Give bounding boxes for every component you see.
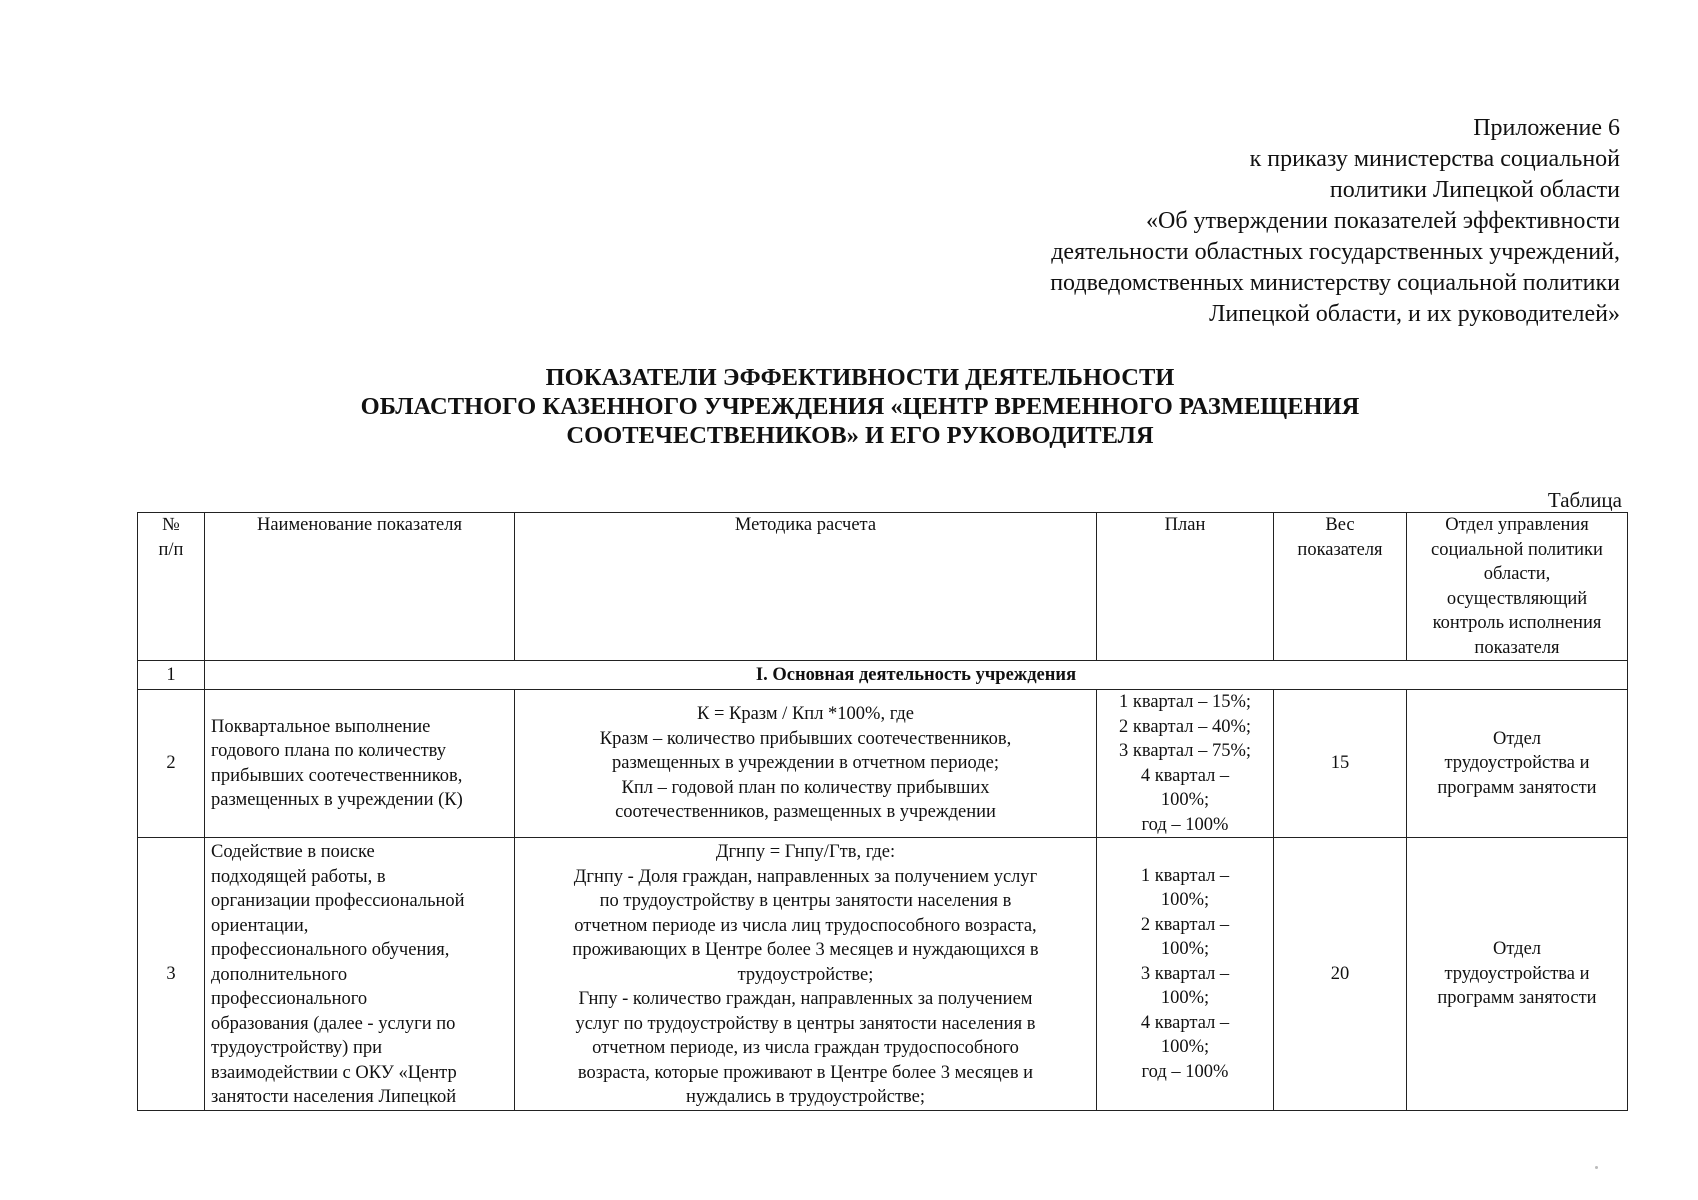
table-caption: Таблица (1547, 488, 1622, 512)
row-num: 2 (138, 690, 205, 838)
appendix-line: политики Липецкой области (1329, 177, 1620, 203)
row-weight: 20 (1274, 838, 1407, 1111)
header-num: № п/п (138, 513, 205, 661)
appendix-line: деятельности областных государственных учреждений, (1051, 239, 1620, 265)
appendix-line: Приложение 6 (1473, 115, 1620, 141)
section-title: I. Основная деятельность учреждения (205, 661, 1628, 690)
section-row (138, 661, 1628, 690)
row-name: Поквартальное выполнение годового плана по количеству прибывших соотечественников, размещенных в учреждении (К) (205, 690, 515, 838)
document-title (140, 363, 1580, 450)
title-line: СООТЕЧЕСТВЕНИКОВ» И ЕГО РУКОВОДИТЕЛЯ (566, 422, 1154, 449)
title-line: ПОКАЗАТЕЛИ ЭФФЕКТИВНОСТИ ДЕЯТЕЛЬНОСТИ (545, 364, 1175, 391)
indicators-table (137, 512, 1628, 1111)
row-plan: 1 квартал – 100%; 2 квартал – 100%; 3 квартал – 100%; 4 квартал – 100%; год – 100% (1097, 838, 1274, 1111)
appendix-line: «Об утверждении показателей эффективности (1146, 208, 1620, 234)
table-row (138, 838, 1628, 1111)
scan-speck (1595, 1166, 1598, 1169)
header-dept: Отдел управления социальной политики области, осуществляющий контроль исполнения показателя (1407, 513, 1628, 661)
row-plan: 1 квартал – 15%; 2 квартал – 40%; 3 квартал – 75%; 4 квартал – 100%; год – 100% (1097, 690, 1274, 838)
row-weight: 15 (1274, 690, 1407, 838)
row-dept: Отдел трудоустройства и программ занятости (1407, 690, 1628, 838)
appendix-line: Липецкой области, и их руководителей» (1209, 301, 1620, 327)
header-method: Методика расчета (515, 513, 1097, 661)
section-num: 1 (138, 661, 205, 690)
row-method: Дгнпу = Гнпу/Гтв, где: Дгнпу - Доля граждан, направленных за получением услуг по трудоустройству в центры занятости населения в отчетном периоде из числа лиц трудоспособного возраста, проживающих в Центре более 3 месяцев и нуждающихся в трудоустройстве; Гнпу - количество граждан, направленных за получением услуг по трудоустройству в центры занятости населения в отчетном периоде, из числа граждан трудоспособного возраста, которые проживают в Центре более 3 месяцев и нуждались в трудоустройстве; (515, 838, 1097, 1111)
appendix-line: к приказу министерства социальной (1249, 146, 1620, 172)
appendix-line: подведомственных министерству социальной политики (1050, 270, 1620, 296)
header-name: Наименование показателя (205, 513, 515, 661)
table-row (138, 690, 1628, 838)
row-name: Содействие в поиске подходящей работы, в организации профессиональной ориентации, профессионального обучения, дополнительного профессионального образования (далее - услуги по трудоустройству) при взаимодействии с ОКУ «Центр занятости населения Липецкой (205, 838, 515, 1111)
row-dept: Отдел трудоустройства и программ занятости (1407, 838, 1628, 1111)
row-num: 3 (138, 838, 205, 1111)
title-line: ОБЛАСТНОГО КАЗЕННОГО УЧРЕЖДЕНИЯ «ЦЕНТР ВРЕМЕННОГО РАЗМЕЩЕНИЯ (360, 393, 1360, 420)
table-header-row (138, 513, 1628, 661)
header-weight: Вес показателя (1274, 513, 1407, 661)
row-method: К = Кразм / Кпл *100%, где Кразм – количество прибывших соотечественников, размещенных в учреждении в отчетном периоде; Кпл – годовой план по количеству прибывших соотечественников, размещенных в учреждении (515, 690, 1097, 838)
appendix-header (1050, 113, 1620, 330)
header-plan: План (1097, 513, 1274, 661)
